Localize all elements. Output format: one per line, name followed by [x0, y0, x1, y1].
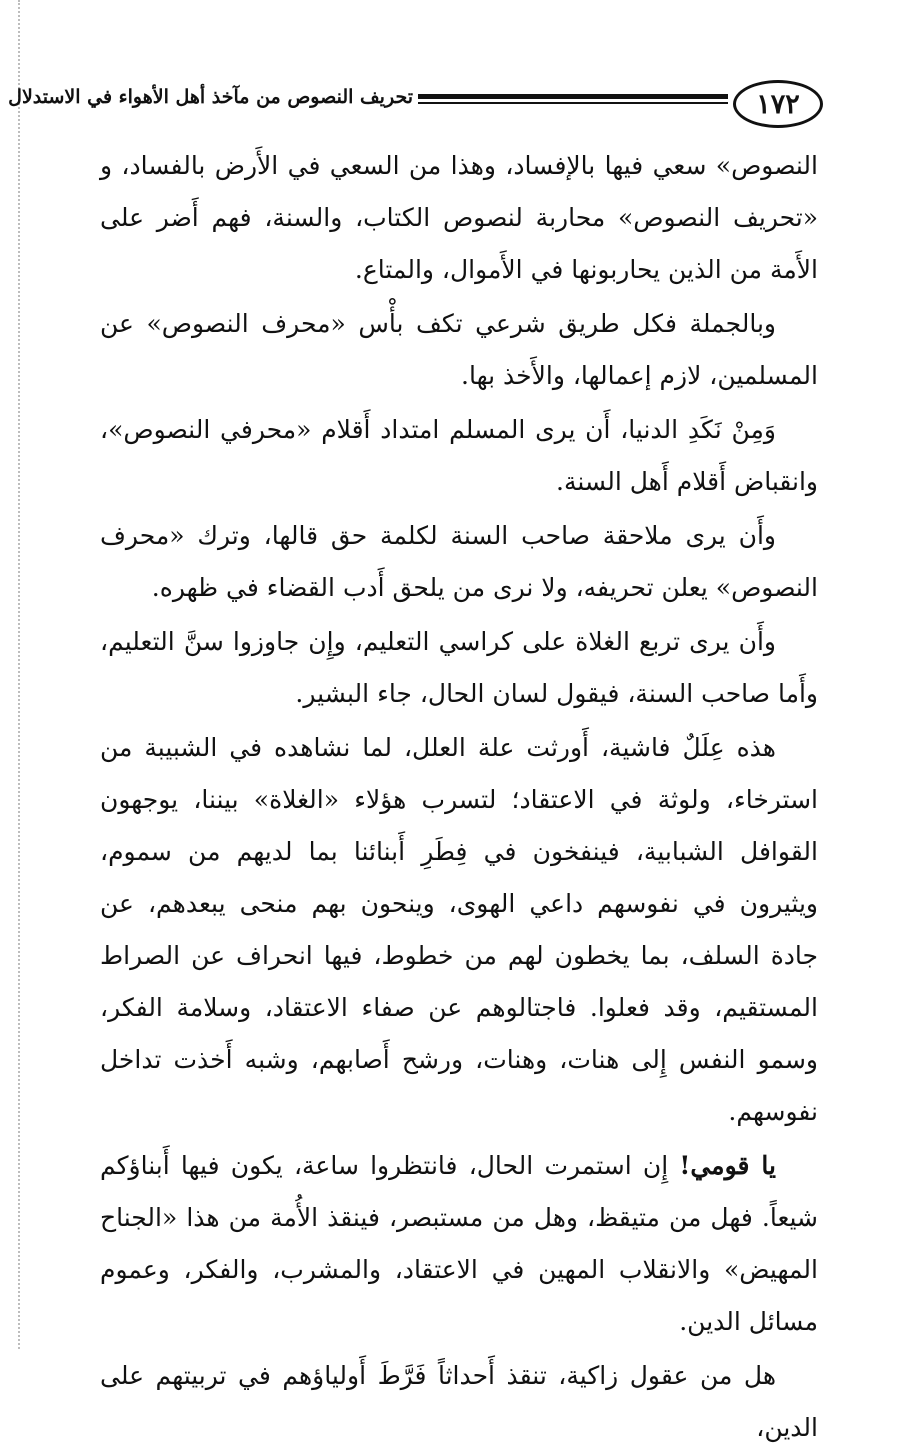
paragraph-7 [100, 1140, 818, 1348]
paragraph-1 [100, 140, 818, 296]
header-rule [418, 94, 728, 99]
paragraph-text: النصوص» سعي فيها بالإفساد، وهذا من السعي في الأَرض بالفساد، و «تحريف النصوص» محاربة لنصوص الكتاب، والسنة، فهم أَضر على الأَمة من الذين يحاربونها في الأَموال، والمتاع. [100, 151, 818, 284]
scan-margin-dots [18, 0, 20, 1349]
page-number: ١٧٢ [733, 80, 823, 128]
paragraph-lead: يا قومي! [679, 1151, 776, 1180]
running-title: تحريف النصوص من مآخذ أهل الأهواء في الاستدلال [8, 86, 413, 108]
paragraph-text: وبالجملة فكل طريق شرعي تكف بأْس «محرف النصوص» عن المسلمين، لازم إعمالها، والأَخذ بها. [100, 309, 818, 390]
paragraph-6 [100, 722, 818, 1138]
paragraph-5 [100, 616, 818, 720]
paragraph-text: إِن استمرت الحال، فانتظروا ساعة، يكون فيها أَبناؤكم شيعاً. فهل من متيقظ، وهل من مستبصر، فينقذ الأُمة من هذا «الجناح المهيض» والانقلاب المهين في الاعتقاد، والمشرب، والفكر، وعموم مسائل الدين. [100, 1151, 818, 1336]
paragraph-4 [100, 510, 818, 614]
running-header [8, 80, 823, 132]
paragraph-text: هل من عقول زاكية، تنقذ أَحداثاً فَرَّطَ أَولياؤهم في تربيتهم على الدين، [100, 1361, 818, 1442]
paragraph-2 [100, 298, 818, 402]
page-body [100, 140, 818, 1456]
paragraph-3 [100, 404, 818, 508]
paragraph-text: وأَن يرى تربع الغلاة على كراسي التعليم، وإِن جاوزوا سنَّ التعليم، وأَما صاحب السنة، فيقول لسان الحال، جاء البشير. [100, 627, 818, 708]
paragraph-text: هذه عِلَلٌ فاشية، أَورثت علة العلل، لما نشاهده في الشبيبة من استرخاء، ولوثة في الاعتقاد؛ لتسرب هؤلاء «الغلاة» بيننا، يوجهون القوافل الشبابية، فينفخون في فِطَرِ أَبنائنا بما لديهم من سموم، ويثيرون في نفوسهم داعي الهوى، وينحون بهم منحى يبعدهم، عن جادة السلف، بما يخطون لهم من خطوط، فيها انحراف عن الصراط المستقيم، وقد فعلوا. فاجتالوهم عن صفاء الاعتقاد، وسلامة الفكر، وسمو النفس إِلى هنات، وهنات، ورشح أَصابهم، وشبه أَخذت تداخل نفوسهم. [100, 733, 818, 1126]
paragraph-text: وأَن يرى ملاحقة صاحب السنة لكلمة حق قالها، وترك «محرف النصوص» يعلن تحريفه، ولا نرى من يلحق أَدب القضاء في ظهره. [100, 521, 818, 602]
paragraph-text: وَمِنْ نَكَدِ الدنيا، أَن يرى المسلم امتداد أَقلام «محرفي النصوص»، وانقباض أَقلام أَهل السنة. [100, 415, 818, 496]
paragraph-8 [100, 1350, 818, 1454]
